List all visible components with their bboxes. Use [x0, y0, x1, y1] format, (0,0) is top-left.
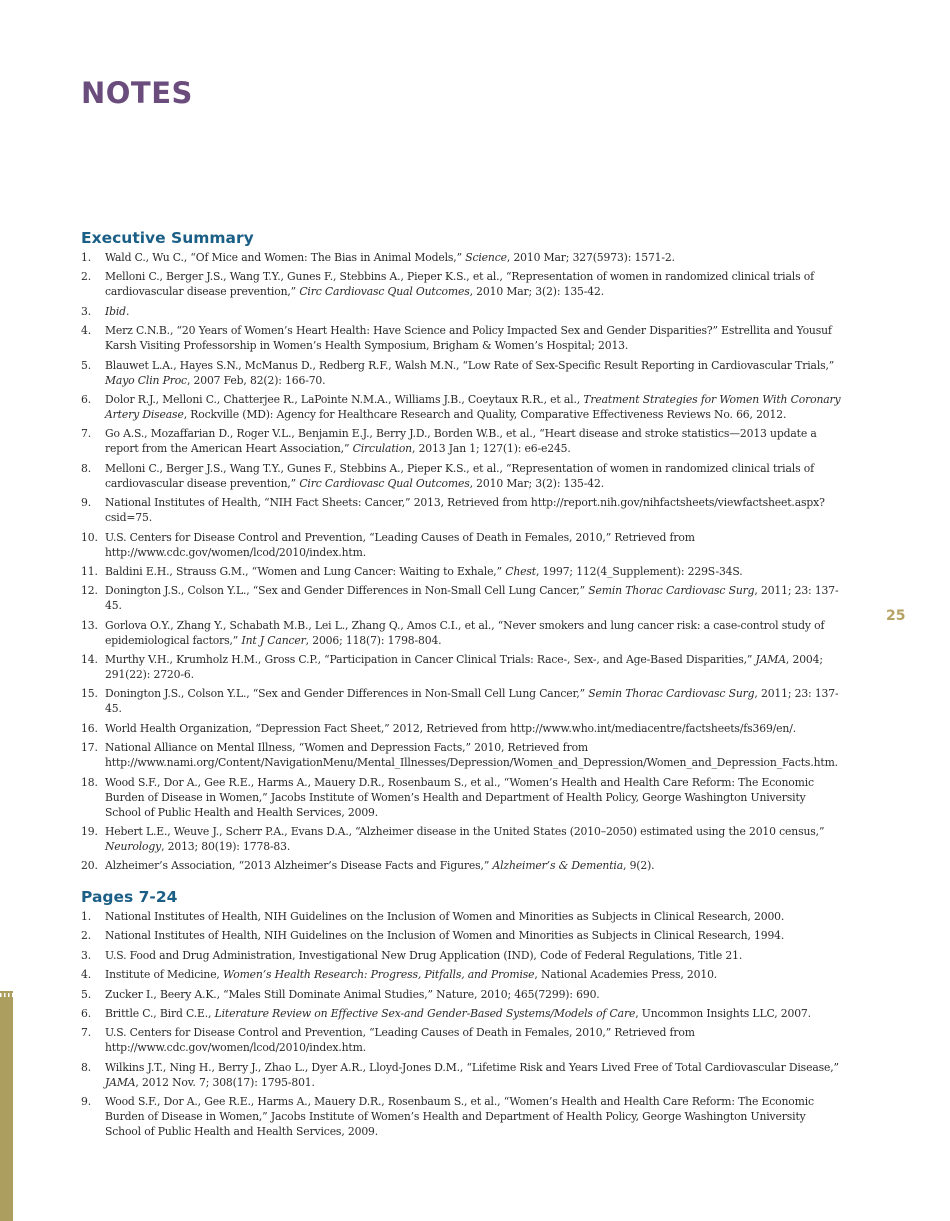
reference-text: Merz C.N.B., “20 Years of Women’s Heart Health: Have Science and Policy Impacted Sex and Gender Disparities?” Estrellita and Yousuf Karsh Visiting Professorship in Women’s Health Symposium, Brigham & Women’s Hospital; 2013. — [105, 324, 832, 353]
reference-number: 8. — [81, 461, 92, 475]
reference-item — [81, 304, 841, 319]
reference-item — [81, 495, 841, 525]
reference-item — [81, 461, 841, 491]
reference-text: , Uncommon Insights LLC, 2007. — [635, 1006, 811, 1020]
reference-text: , 2013; 80(19): 1778-83. — [161, 840, 291, 854]
reference-text: U.S. Food and Drug Administration, Investigational New Drug Application (IND), Code of Federal Regulations, Title 21. — [105, 948, 743, 962]
reference-item — [81, 323, 841, 353]
reference-text: National Institutes of Health, NIH Guidelines on the Inclusion of Women and Minorities as Subjects in Clinical Research, 1994. — [105, 929, 785, 943]
reference-number: 4. — [81, 968, 92, 982]
reference-number: 7. — [81, 1026, 92, 1040]
reference-italic-text: Neurology — [105, 840, 162, 854]
reference-text: Murthy V.H., Krumholz H.M., Gross C.P., “Participation in Cancer Clinical Trials: Race-, Sex-, and Age-Based Disparities,” — [105, 653, 756, 667]
reference-italic-text: Circ Cardiovasc Qual Outcomes — [299, 285, 470, 299]
reference-item — [81, 721, 841, 736]
reference-text: Brittle C., Bird C.E., — [105, 1006, 215, 1020]
reference-text: Baldini E.H., Strauss G.M., “Women and Lung Cancer: Waiting to Exhale,” — [105, 564, 506, 578]
reference-text: Hebert L.E., Weuve J., Scherr P.A., Evans D.A., “Alzheimer disease in the United States (2010–2050) estimated using the 2010 census,” — [105, 825, 825, 839]
reference-italic-text: Semin Thorac Cardiovasc Surg — [588, 584, 755, 598]
reference-item — [81, 740, 841, 770]
reference-text: , 2006; 118(7): 1798-804. — [305, 633, 442, 647]
reference-list — [81, 250, 841, 873]
reference-number: 6. — [81, 1006, 92, 1020]
reference-number: 19. — [81, 825, 98, 839]
reference-item — [81, 652, 841, 682]
reference-item — [81, 824, 841, 854]
reference-text: Alzheimer’s Association, “2013 Alzheimer’s Disease Facts and Figures,” — [105, 859, 493, 873]
reference-item — [81, 1060, 841, 1090]
section-heading: Executive Summary — [81, 229, 254, 247]
reference-text: Dolor R.J., Melloni C., Chatterjee R., LaPointe N.M.A., Williams J.B., Coeytaux R.R., et al., — [105, 392, 584, 406]
reference-text: , 2010 Mar; 3(2): 135-42. — [469, 476, 604, 490]
reference-number: 3. — [81, 948, 92, 962]
reference-text: , Rockville (MD): Agency for Healthcare Research and Quality, Comparative Effectiveness Reviews No. 66, 2012. — [183, 407, 787, 421]
side-accent-bar — [0, 991, 13, 1221]
reference-italic-text: Women’s Health Research: Progress, Pitfalls, and Promise — [223, 968, 535, 982]
reference-number: 18. — [81, 775, 98, 789]
reference-text: Institute of Medicine, — [105, 968, 223, 982]
reference-item — [81, 530, 841, 560]
reference-number: 10. — [81, 530, 98, 544]
reference-text: Wilkins J.T., Ning H., Berry J., Zhao L., Dyer A.R., Lloyd-Jones D.M., “Lifetime Risk and Years Lived Free of Total Cardiovascular Disease,” — [105, 1060, 839, 1074]
reference-text: Melloni C., Berger J.S., Wang T.Y., Gunes F., Stebbins A., Pieper K.S., et al., “Representation of women in randomized clinical trials of cardiovascular disease prevention,” — [105, 461, 814, 490]
reference-italic-text: Ibid — [105, 304, 126, 318]
reference-text: , 2004; 291(22): 2720-6. — [105, 653, 823, 682]
reference-number: 9. — [81, 1095, 92, 1109]
reference-number: 6. — [81, 392, 92, 406]
reference-text: , 2011; 23: 137-45. — [105, 687, 839, 716]
reference-item — [81, 583, 841, 613]
reference-text: U.S. Centers for Disease Control and Prevention, “Leading Causes of Death in Females, 2010,” Retrieved from http://www.cdc.gov/women/lcod/2010/index.htm. — [105, 1026, 695, 1055]
reference-text: Donington J.S., Colson Y.L., “Sex and Gender Differences in Non-Small Cell Lung Cancer,” — [105, 687, 589, 701]
reference-text: Blauwet L.A., Hayes S.N., McManus D., Redberg R.F., Walsh M.N., “Low Rate of Sex-Specific Result Reporting in Cardiovascular Trials,” — [105, 358, 835, 372]
reference-italic-text: JAMA — [105, 1075, 136, 1089]
reference-item — [81, 909, 841, 924]
reference-item — [81, 948, 841, 963]
reference-text: , 2013 Jan 1; 127(1): e6-e245. — [412, 442, 571, 456]
reference-item — [81, 967, 841, 982]
reference-text: World Health Organization, “Depression Fact Sheet,” 2012, Retrieved from http://www.who.int/mediacentre/factsheets/fs369/en/. — [105, 721, 796, 735]
page-number: 25 — [886, 608, 906, 624]
reference-text: Wood S.F., Dor A., Gee R.E., Harms A., Mauery D.R., Rosenbaum S., et al., “Women’s Health and Health Care Reform: The Economic Burden of Disease in Women,” Jacobs Institute of Women’s Health and Department of Health Policy, George Washington University School of Public Health and Health Services, 2009. — [105, 1095, 814, 1139]
reference-number: 9. — [81, 496, 92, 510]
reference-number: 4. — [81, 324, 92, 338]
reference-number: 17. — [81, 741, 98, 755]
reference-text: , 1997; 112(4_Supplement): 229S-34S. — [535, 564, 743, 578]
executive-summary-section — [81, 229, 841, 878]
reference-number: 1. — [81, 910, 92, 923]
reference-italic-text: Circulation — [352, 442, 412, 456]
reference-item — [81, 392, 841, 422]
reference-item — [81, 618, 841, 648]
reference-number: 13. — [81, 618, 98, 632]
reference-item — [81, 426, 841, 456]
reference-number: 2. — [81, 929, 92, 943]
section-heading: Pages 7-24 — [81, 888, 178, 906]
reference-text: National Alliance on Mental Illness, “Women and Depression Facts,” 2010, Retrieved from http://www.nami.org/Content/NavigationMenu/Mental_Illnesses/Depression/Women_and_Depression/Women_and_Depression_Facts.htm. — [105, 741, 838, 770]
reference-item — [81, 987, 841, 1002]
side-dots-decoration — [0, 993, 13, 997]
reference-text: , National Academies Press, 2010. — [534, 968, 718, 982]
reference-text: , 9(2). — [623, 859, 655, 873]
reference-text: Zucker I., Beery A.K., “Males Still Dominate Animal Studies,” Nature, 2010; 465(7299): 690. — [105, 987, 600, 1001]
reference-text: Gorlova O.Y., Zhang Y., Schabath M.B., Lei L., Zhang Q., Amos C.I., et al., “Never smokers and lung cancer risk: a case-control study of epidemiological factors,” — [105, 618, 825, 647]
reference-text: , 2010 Mar; 327(5973): 1571-2. — [506, 251, 675, 264]
reference-item — [81, 269, 841, 299]
reference-number: 14. — [81, 653, 98, 667]
reference-number: 3. — [81, 304, 92, 318]
reference-italic-text: Treatment Strategies for Women With Coronary Artery Disease — [105, 392, 841, 421]
reference-italic-text: Science — [465, 251, 507, 264]
reference-item — [81, 858, 841, 873]
reference-italic-text: Alzheimer’s & Dementia — [492, 859, 624, 873]
reference-text: , 2010 Mar; 3(2): 135-42. — [469, 285, 604, 299]
reference-item — [81, 358, 841, 388]
reference-number: 20. — [81, 859, 98, 873]
reference-item — [81, 250, 841, 265]
reference-italic-text: JAMA — [755, 653, 786, 667]
reference-italic-text: Circ Cardiovasc Qual Outcomes — [299, 476, 470, 490]
reference-italic-text: Semin Thorac Cardiovasc Surg — [588, 687, 755, 701]
reference-item — [81, 775, 841, 820]
reference-text: Melloni C., Berger J.S., Wang T.Y., Gunes F., Stebbins A., Pieper K.S., et al., “Representation of women in randomized clinical trials of cardiovascular disease prevention,” — [105, 270, 814, 299]
reference-text: Go A.S., Mozaffarian D., Roger V.L., Benjamin E.J., Berry J.D., Borden W.B., et al., “Heart disease and stroke statistics—2013 update a report from the American Heart Association,” — [105, 427, 817, 456]
reference-number: 16. — [81, 721, 98, 735]
reference-text: , 2012 Nov. 7; 308(17): 1795-801. — [135, 1075, 315, 1089]
reference-italic-text: Chest — [505, 564, 536, 578]
reference-list — [81, 909, 841, 1139]
reference-number: 11. — [81, 564, 98, 578]
reference-text: Wood S.F., Dor A., Gee R.E., Harms A., Mauery D.R., Rosenbaum S., et al., “Women’s Health and Health Care Reform: The Economic Burden of Disease in Women,” Jacobs Institute of Women’s Health and Department of Health Policy, George Washington University School of Public Health and Health Services, 2009. — [105, 775, 814, 819]
reference-item — [81, 686, 841, 716]
reference-number: 7. — [81, 427, 92, 441]
reference-text: U.S. Centers for Disease Control and Prevention, “Leading Causes of Death in Females, 2010,” Retrieved from http://www.cdc.gov/women/lcod/2010/index.htm. — [105, 530, 695, 559]
reference-number: 8. — [81, 1060, 92, 1074]
page-title: NOTES — [81, 76, 193, 110]
reference-item — [81, 1025, 841, 1055]
reference-item — [81, 1094, 841, 1139]
pages-7-24-section — [81, 888, 841, 1144]
reference-number: 1. — [81, 251, 92, 264]
reference-text: , 2007 Feb, 82(2): 166-70. — [186, 373, 326, 387]
reference-number: 5. — [81, 358, 92, 372]
reference-text: , 2011; 23: 137-45. — [105, 584, 839, 613]
reference-item — [81, 928, 841, 943]
reference-item — [81, 1006, 841, 1021]
reference-text: National Institutes of Health, “NIH Fact Sheets: Cancer,” 2013, Retrieved from http://report.nih.gov/nihfactsheets/viewfactsheet.aspx?csid=75. — [105, 496, 825, 525]
reference-italic-text: Literature Review on Effective Sex-and Gender-Based Systems/Models of Care — [214, 1006, 636, 1020]
reference-item — [81, 564, 841, 579]
reference-number: 15. — [81, 687, 98, 701]
reference-number: 2. — [81, 270, 92, 284]
reference-text: . — [125, 304, 130, 318]
reference-italic-text: Mayo Clin Proc — [105, 373, 187, 387]
reference-text: Wald C., Wu C., “Of Mice and Women: The Bias in Animal Models,” — [105, 251, 466, 264]
reference-number: 5. — [81, 987, 92, 1001]
reference-italic-text: Int J Cancer — [241, 633, 306, 647]
reference-text: Donington J.S., Colson Y.L., “Sex and Gender Differences in Non-Small Cell Lung Cancer,” — [105, 584, 589, 598]
reference-number: 12. — [81, 584, 98, 598]
reference-text: National Institutes of Health, NIH Guidelines on the Inclusion of Women and Minorities as Subjects in Clinical Research, 2000. — [105, 910, 785, 923]
